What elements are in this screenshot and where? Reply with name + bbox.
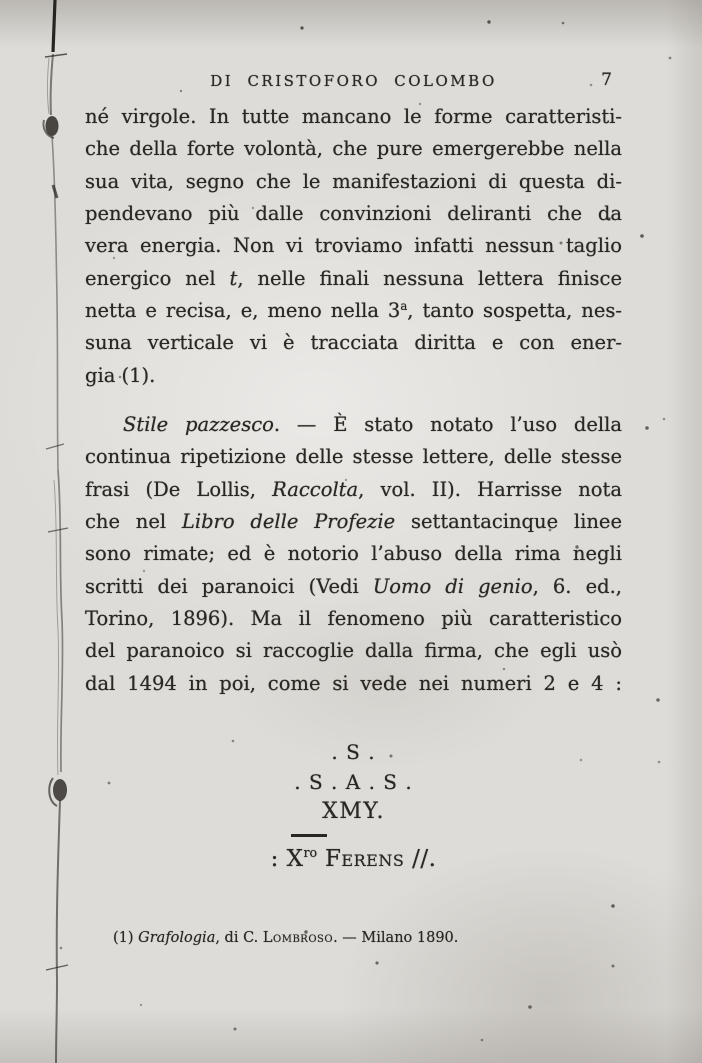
text-line: pendevano più dalle convinzioni deliranti che da [85, 202, 622, 226]
text-line: Torino, 1896). Ma il fenomeno più caratteristico [85, 607, 622, 631]
text-segment: scritti dei paranoici (Vedi [85, 574, 373, 598]
signature-line-2: . S . A . S . [294, 770, 413, 794]
text-line: gia (1). [85, 363, 156, 387]
text-line: dal 1494 in poi, come si vede nei numeri 2 e 4 : [85, 671, 622, 695]
smallcaps-segment: Ferens [324, 845, 405, 872]
paragraph-1 [85, 101, 622, 392]
italic-segment: Stile pazzesco [123, 413, 274, 436]
signature-line-4 [85, 846, 622, 872]
text-segment: , di C. [215, 930, 263, 946]
italic-segment: Grafologia [138, 930, 216, 946]
text-line: continua ripetizione delle stesse lettere, delle stesse [85, 445, 622, 469]
text-segment: , vol. II). Harrisse nota [358, 477, 622, 501]
italic-segment: t [229, 266, 238, 290]
text-line: né virgole. In tutte mancano le forme caratteristi- [85, 105, 622, 128]
page-header [85, 72, 622, 90]
text-line [85, 263, 622, 295]
italic-segment: Raccolta [272, 477, 359, 501]
text-line: sua vita, segno che le manifestazioni di questa di- [85, 169, 622, 193]
text-segment: . — È stato notato l’uso della [273, 413, 622, 436]
text-line [85, 571, 622, 603]
text-segment: . — Milano 1890. [333, 930, 459, 946]
smallcaps-segment: Lombroso [262, 930, 334, 946]
text-segment [317, 846, 325, 872]
footnote [113, 930, 458, 946]
text-line [85, 506, 622, 538]
text-line: del paranoico si raccoglie dalla firma, che egli usò [85, 639, 622, 663]
italic-segment: Uomo di genio [372, 574, 533, 598]
running-title: DI CRISTOFORO COLOMBO [210, 72, 497, 90]
paragraph-2 [85, 409, 622, 700]
italic-segment: Libro delle Profezie [181, 510, 396, 534]
text-segment: , tanto sospetta, nes- [407, 299, 622, 323]
signature-overline [291, 834, 327, 837]
superscript-segment: ro [303, 844, 318, 860]
text-segment: netta e recisa, e, meno nella 3 [85, 299, 401, 323]
superscript-segment: a [400, 299, 408, 314]
text-line: sono rimate; ed è notorio l’abuso della rima negli [85, 542, 622, 566]
text-segment: , 6. ed., [532, 574, 622, 598]
text-line: suna verticale vi è tracciata diritta e con ener- [85, 331, 622, 355]
scan-noise [0, 0, 2, 2]
binding-thread-graphic [0, 0, 90, 1063]
text-line [85, 474, 622, 506]
text-line [85, 295, 622, 327]
signature-line-3: XMY. [322, 799, 385, 824]
text-segment: : X [270, 845, 304, 872]
text-line: vera energia. Non vi troviamo infatti nessun taglio [85, 234, 622, 258]
text-line [85, 409, 622, 441]
text-line: che della forte volontà, che pure emergerebbe nella [85, 137, 622, 161]
page-number: 7 [601, 70, 612, 90]
text-segment: //. [404, 845, 437, 872]
columbus-signature-block [85, 737, 622, 872]
text-segment: settantacinque linee [395, 510, 622, 534]
text-segment: , nelle finali nessuna lettera finisce [237, 266, 622, 290]
text-segment: frasi (De Lollis, [85, 477, 273, 501]
text-segment: che nel [85, 510, 182, 534]
signature-line-1: . S . [331, 740, 376, 764]
footnote-marker: (1) [113, 930, 139, 946]
text-segment: energico nel [85, 266, 230, 290]
